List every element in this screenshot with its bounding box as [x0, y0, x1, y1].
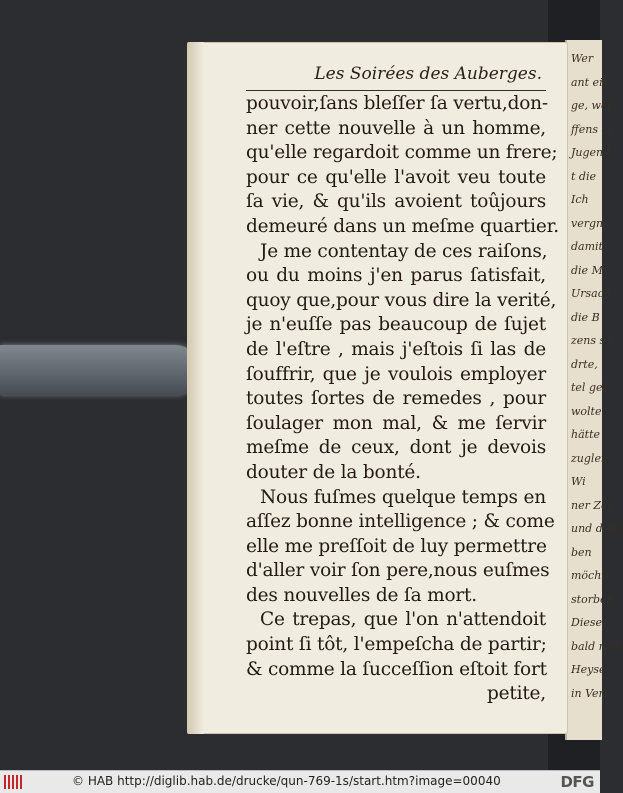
neighbor-text-line: damit — [571, 240, 603, 253]
neighbor-text-line: zens so — [571, 334, 612, 347]
text-line: demeuré dans un meſme quartier. — [246, 215, 559, 237]
text-line: d'aller voir ſon pere,nous euſmes — [246, 560, 550, 582]
text-line: je n'euſſe pas beaucoup de ſujet — [246, 314, 546, 336]
neighbor-text-line: Ich — [571, 193, 589, 206]
glass-pointer-artifact — [0, 345, 200, 395]
neighbor-text-line: und dieß — [571, 522, 621, 535]
catchword: petite, — [486, 683, 546, 705]
text-block — [246, 92, 559, 707]
footer-copyright-link[interactable]: © HAB http://diglib.hab.de/drucke/qun-769-1s/start.htm?image=00040 — [72, 774, 501, 788]
neighbor-text-line: Ursach — [571, 287, 611, 300]
text-line: aſſez bonne intelligence ; & come — [246, 511, 555, 533]
neighbor-text-line: in Verl — [571, 686, 608, 700]
text-line: ner cette nouvelle à un homme, — [246, 117, 546, 139]
text-line: Ce trepas, que l'on n'attendoit — [260, 609, 546, 631]
head-rule — [246, 90, 546, 91]
footer-bar — [0, 770, 600, 793]
neighbor-page-edge — [565, 40, 623, 740]
text-line: meſme de ceux, dont je devois — [246, 437, 546, 459]
text-line: douter de la bonté. — [246, 461, 421, 483]
running-head: Les Soirées des Auberges. — [314, 64, 542, 84]
page-gutter — [190, 42, 204, 734]
text-line: Je me contentay de ces raiſons, — [260, 240, 548, 262]
neighbor-text-line: die M — [571, 263, 603, 277]
neighbor-text-line: drte, — [571, 357, 598, 371]
hab-stripes-icon — [4, 775, 24, 789]
text-line: quoy que,pour vous dire la verité, — [246, 289, 557, 311]
text-line: point ſi tôt, l'empeſcha de partir; — [246, 634, 547, 656]
neighbor-text-line: wolte — [571, 404, 602, 418]
neighbor-text-line: t die — [571, 169, 596, 183]
text-line: de l'eſtre , mais j'eſtois ſi las de — [246, 338, 546, 360]
book-page — [190, 42, 568, 734]
neighbor-text-line: Jugend — [571, 146, 611, 159]
neighbor-text-line: ner Zei — [571, 498, 612, 512]
neighbor-text-line: zugleic — [571, 451, 611, 465]
neighbor-text-line: ben — [571, 545, 592, 559]
text-line: & comme la ſucceſſion eſtoit fort — [246, 658, 547, 680]
neighbor-text-line: möchte — [571, 569, 613, 582]
neighbor-text-line: bald nich — [571, 639, 623, 653]
neighbor-text-line: hätte — [571, 428, 600, 441]
text-line: des nouvelles de ſa mort. — [246, 584, 477, 606]
text-line: toutes ſortes de remedes , pour — [246, 388, 546, 410]
neighbor-text-line: ant eir — [571, 75, 608, 89]
text-line: elle me preſſoit de luy permettre — [246, 535, 547, 557]
neighbor-text-line: tel geb — [571, 381, 610, 394]
neighbor-text-line: storben — [571, 592, 614, 606]
neighbor-text-line: Diese — [571, 616, 603, 629]
neighbor-text-line: Wi — [571, 475, 586, 488]
neighbor-text-line: die B — [571, 310, 600, 324]
neighbor-text-line: ffens al — [571, 122, 612, 136]
neighbor-text-line: Wer — [571, 52, 594, 65]
neighbor-text-line: Heyse — [571, 663, 606, 676]
neighbor-text-line: ge, wol — [571, 99, 612, 112]
text-line: qu'elle regardoit comme un frere; — [246, 142, 558, 164]
text-line: ſoulager mon mal, & me ſervir — [246, 412, 546, 434]
neighbor-text-line: vergn — [571, 216, 604, 230]
text-line: pouvoir,ſans bleſſer ſa vertu,don- — [246, 93, 548, 114]
text-line: ſa vie, & qu'ils avoient toûjours — [246, 191, 546, 213]
text-line: pour ce qu'elle l'avoit veu toute — [246, 166, 546, 188]
text-line: ſouffrir, que je voulois employer — [246, 363, 546, 385]
text-line: ou du moins j'en parus ſatisfait, — [246, 265, 546, 287]
text-line: Nous fuſmes quelque temps en — [260, 486, 546, 508]
dfg-logo: DFG — [560, 773, 594, 791]
